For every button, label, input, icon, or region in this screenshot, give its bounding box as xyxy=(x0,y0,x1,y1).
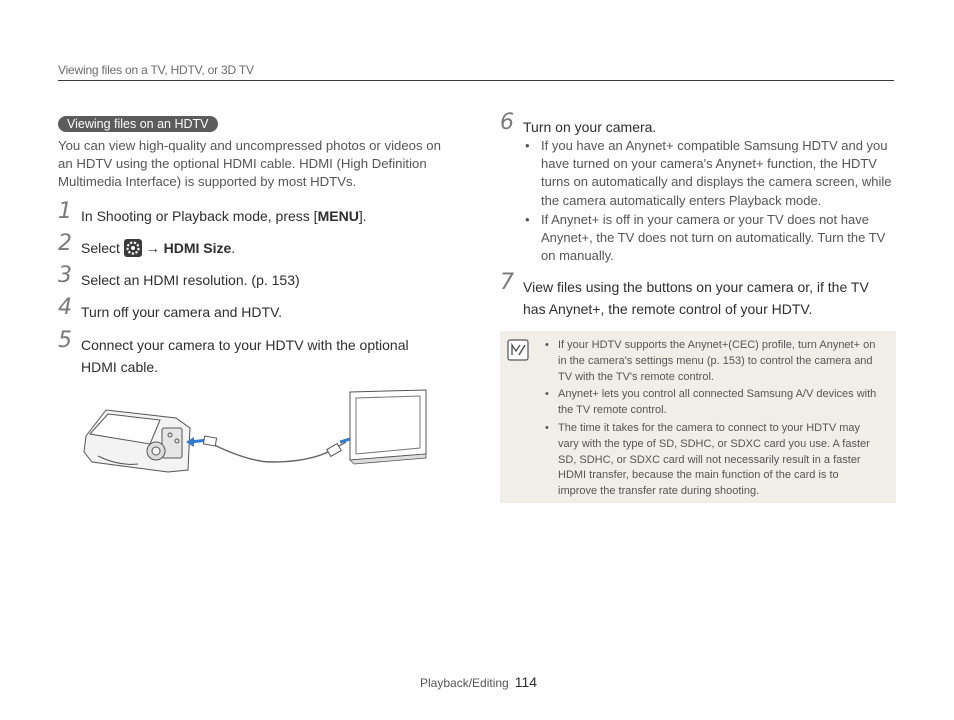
step-text-end: ]. xyxy=(358,208,367,224)
page-number: 114 xyxy=(514,674,538,690)
camera-hdtv-illustration xyxy=(78,384,440,484)
step-number: 3 xyxy=(58,263,72,288)
list-item: • The time it takes for the camera to connect to your HDTV may vary with the type of SD, SDHC, or SDXC card you use. A faster SD, SDHC, or SDXC card will not necessarily result in a faster HDMI transfer, because the main function of the card is to improve the transfer rate during shooting. xyxy=(543,421,878,500)
list-item: • If Anynet+ is off in your camera or your TV does not have Anynet+, the TV does not turn on automatically. Turn the TV on manually. xyxy=(523,211,895,266)
list-item: • If you have an Anynet+ compatible Samsung HDTV and you have turned on your camera's Anynet+ function, the HDTV turns on automatically and displays the camera screen, while the camera automatically enters Playback mode. xyxy=(523,137,895,210)
step-text: Turn on your camera. xyxy=(523,119,657,135)
menu-key-label: MENU xyxy=(317,208,359,224)
step-text: View files using the buttons on your camera or, if the TV has Anynet+, the remote control of your HDTV. xyxy=(523,279,869,317)
footer-section: Playback/Editing xyxy=(420,676,509,690)
step-6-bullets xyxy=(523,137,895,266)
header-divider xyxy=(58,80,894,81)
step-number: 7 xyxy=(500,270,514,295)
step-text: Turn off your camera and HDTV. xyxy=(81,304,283,320)
page-footer xyxy=(420,674,537,690)
step-text: Select an HDMI resolution. (p. 153) xyxy=(81,272,300,288)
step-text: Select xyxy=(81,240,120,256)
hdmi-size-option: HDMI Size xyxy=(163,240,232,256)
camera-icon xyxy=(84,410,190,472)
step-number: 4 xyxy=(58,295,72,320)
step-number: 6 xyxy=(500,110,514,135)
running-header: Viewing files on a TV, HDTV, or 3D TV xyxy=(58,63,254,77)
list-item: • Anynet+ lets you control all connected Samsung A/V devices with the TV remote control. xyxy=(543,387,878,419)
note-list xyxy=(543,338,878,502)
arrow-glyph: → xyxy=(145,240,160,256)
step-text: Connect your camera to your HDTV with the optional HDMI cable. xyxy=(81,337,409,375)
step-number: 5 xyxy=(58,328,72,353)
step-number: 1 xyxy=(58,199,72,224)
note-pencil-icon xyxy=(507,339,529,361)
step-text: In Shooting or Playback mode, press [ xyxy=(81,208,318,224)
settings-gear-icon xyxy=(124,239,142,257)
hdtv-icon xyxy=(350,390,426,464)
section-badge: Viewing files on an HDTV xyxy=(58,116,218,132)
step-number: 2 xyxy=(58,231,72,256)
intro-paragraph: You can view high-quality and uncompressed photos or videos on an HDTV using the optional HDMI cable. HDMI (High Definition Multimedia Interface) is supported by most HDTVs. xyxy=(58,138,441,189)
step-text-end: . xyxy=(231,240,236,256)
list-item: • If your HDTV supports the Anynet+(CEC) profile, turn Anynet+ on in the camera's settings menu (p. 153) to control the camera and TV with the TV's remote control. xyxy=(543,338,878,385)
